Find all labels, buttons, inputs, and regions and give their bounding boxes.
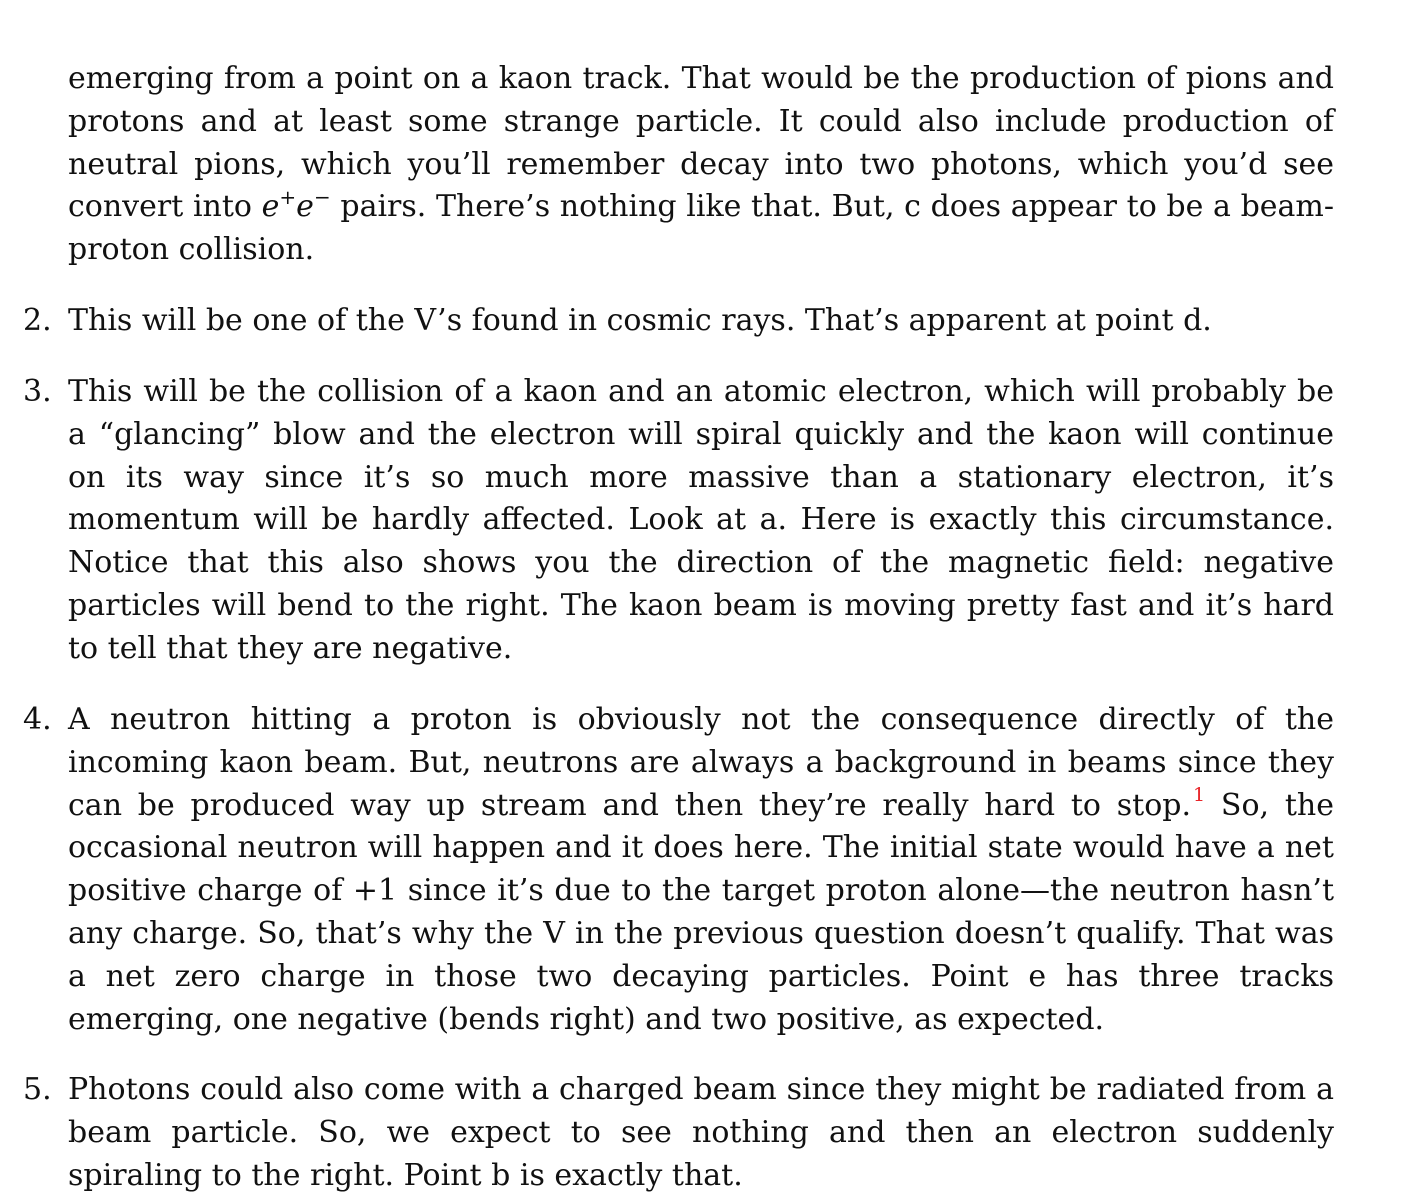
item-number-3: 3. (23, 374, 52, 409)
item-number-2: 2. (23, 303, 52, 338)
footnote-marker[interactable]: 1 (1193, 783, 1206, 806)
electron-positron-symbol: e+e− (261, 185, 331, 225)
item-4-text-b: So, the occasional neutron will happen and it does here. The initial state would have a net positive charge of +1 since it’s due to the target proton alone—the neutron hasn’t any charge. So, that’s why the V in the previous question doesn’t qualify. That was a net zero charge in those two decaying particles. Point e has three tracks emerging, one negative (bends right) and two positive, as expected. (68, 787, 1334, 1037)
item-5-text: Photons could also come with a charged beam since they might be radiated from a beam particle. So, we expect to see nothing and then an electron suddenly spiraling to the right. Point b is exactly that. (68, 1072, 1334, 1193)
item-4-text-a: A neutron hitting a proton is obviously not the consequence directly of the incoming kaon beam. But, neutrons are always a background in beams since they can be produced way up stream and then they’re really hard to stop. (68, 702, 1334, 823)
intro-paragraph (68, 58, 1334, 272)
intro-text-b: pairs. There’s nothing like that. But, c does appear to be a beam-proton collision. (68, 189, 1335, 268)
item-number-4: 4. (23, 702, 52, 737)
intro-text-a: emerging from a point on a kaon track. That would be the production of pions and protons and at least some strange particle. It could also include production of neutral pions, which you’ll remember decay into two photons, which you’d see convert into (68, 61, 1334, 225)
item-4-paragraph (68, 699, 1334, 1041)
item-number-5: 5. (23, 1072, 52, 1107)
item-3-text: This will be the collision of a kaon and an atomic electron, which will probably be a “glancing” blow and the electron will spiral quickly and the kaon will continue on its way since it’s so much more massive than a stationary electron, it’s momentum will be hardly affected. Look at a. Here is exactly this circumstance. Notice that this also shows you the direction of the magnetic field: negative particles will bend to the right. The kaon beam is moving pretty fast and it’s hard to tell that they are negative. (68, 374, 1334, 666)
item-2-text: This will be one of the V’s found in cosmic rays. That’s apparent at point d. (68, 303, 1212, 338)
